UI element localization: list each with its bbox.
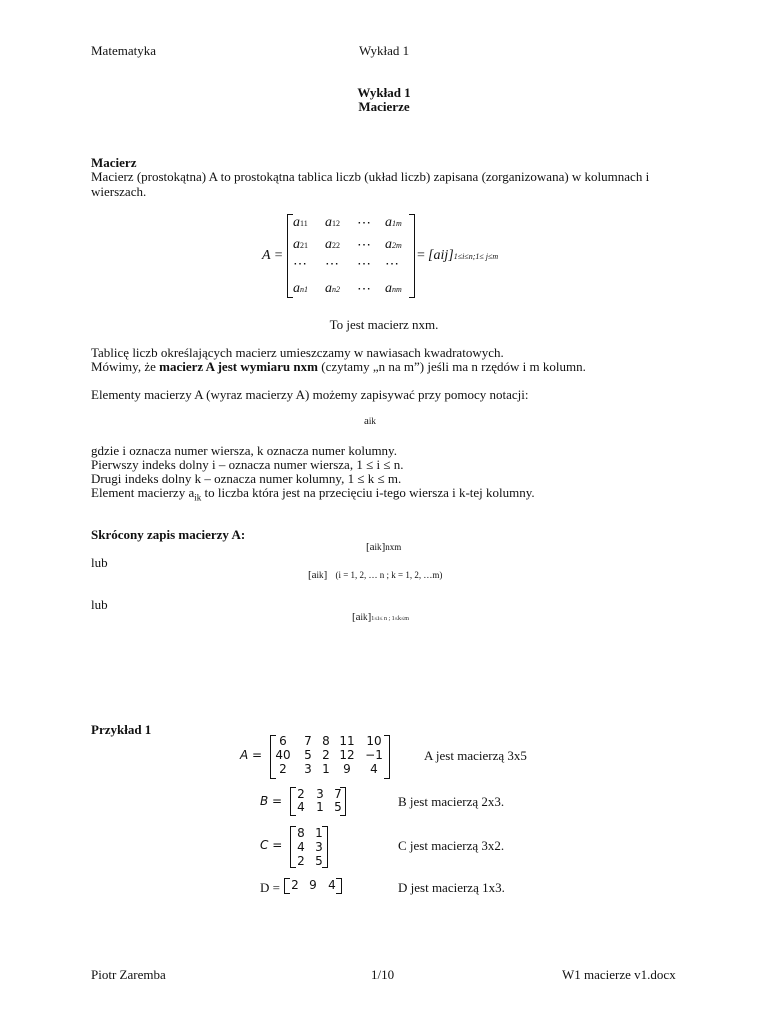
matrix-equals: = [417, 248, 425, 263]
matrix-element: 3 [304, 762, 312, 776]
short-formula-3: [aik]1≤i≤ n ; 1≤k≤m [352, 611, 409, 623]
para4-line2: Pierwszy indeks dolny i – oznacza numer wiersza, 1 ≤ i ≤ n. [91, 457, 404, 472]
para4-line4 [91, 485, 535, 503]
short-notation-heading: Skrócony zapis macierzy A: [91, 527, 246, 542]
matrix-element: 10 [366, 734, 382, 748]
example-a-lhs: A = [240, 748, 263, 762]
general-matrix [287, 214, 415, 298]
section-heading-macierz: Macierz [91, 155, 137, 170]
matrix-element: 11 [339, 734, 355, 748]
short-formula-3-sub: 1≤i≤ n ; 1≤k≤m [371, 616, 409, 622]
matrix-element: 12 [339, 748, 355, 762]
matrix-element: 2 [297, 787, 305, 801]
matrix-element: 7 [304, 734, 312, 748]
caption-nxm: To jest macierz nxm. [329, 317, 439, 332]
example-d-desc: D jest macierzą 1x3. [398, 880, 505, 895]
matrix-element: 9 [309, 878, 317, 892]
matrix-element: 4 [297, 840, 305, 854]
short-formula-1: [aik]nxm [366, 541, 402, 553]
matrix-element: ⋯ [357, 216, 371, 231]
matrix-element: an1 [293, 281, 308, 296]
header-center: Wykład 1 [359, 43, 410, 58]
example-matrix-c [290, 826, 328, 868]
matrix-element: anm [385, 281, 402, 296]
notation-aik: aik [364, 415, 376, 427]
para2-line2-bold: macierz A jest wymiaru nxm [159, 359, 318, 374]
para2-line2-c: (czytamy „n na m”) jeśli ma n rzędów i m kolumn. [317, 359, 586, 374]
short-formula-2: [aik] (i = 1, 2, … n ; k = 1, 2, …m) [308, 569, 443, 581]
matrix-element: a21 [293, 237, 308, 252]
para2-line2-a: Mówimy, że [91, 359, 160, 374]
right-bracket [409, 214, 415, 298]
matrix-element: 7 [334, 787, 342, 801]
matrix-rhs [428, 248, 498, 264]
example-c-desc: C jest macierzą 3x2. [398, 838, 505, 853]
matrix-element: 1 [322, 762, 330, 776]
matrix-element: 2 [279, 762, 287, 776]
matrix-element: 3 [316, 787, 324, 801]
definition-line2: wierszach. [91, 184, 147, 199]
matrix-element: 4 [297, 800, 305, 814]
example-heading: Przykład 1 [91, 722, 152, 737]
rhs-subscript: 1≤i≤n;1≤ j≤m [453, 252, 499, 261]
rhs-aij: [aij] [428, 248, 454, 263]
para2-line2 [91, 359, 586, 375]
matrix-element: 4 [328, 878, 336, 892]
matrix-element: a22 [325, 237, 340, 252]
matrix-lhs: A = [262, 248, 284, 263]
example-matrix-d [284, 878, 342, 894]
example-b-lhs: B = [260, 794, 283, 808]
example-d-lhs: D = [260, 880, 280, 895]
matrix-element: 8 [297, 826, 305, 840]
para3: Elementy macierzy A (wyraz macierzy A) możemy zapisywać przy pomocy notacji: [91, 387, 529, 402]
matrix-element: ⋯ [293, 257, 307, 272]
example-a-desc: A jest macierzą 3x5 [424, 748, 527, 763]
matrix-element: 9 [343, 762, 351, 776]
para4-line4-b: to liczba która jest na przecięciu i-tego wiersza i k-tej kolumny. [201, 485, 535, 500]
matrix-element: a11 [293, 215, 308, 230]
matrix-element: 3 [315, 840, 323, 854]
matrix-element: 2 [297, 854, 305, 868]
footer-page: 1/10 [371, 967, 395, 982]
short-formula-2-range: (i = 1, 2, … n ; k = 1, 2, …m) [335, 570, 443, 580]
matrix-element: an2 [325, 281, 340, 296]
doc-subtitle: Macierze [358, 99, 410, 114]
example-c-lhs: C = [260, 838, 283, 852]
matrix-element: 2 [322, 748, 330, 762]
matrix-element: ⋯ [357, 282, 371, 297]
lub-1: lub [91, 555, 108, 570]
matrix-element: a1m [385, 215, 402, 230]
example-matrix-a [270, 735, 390, 779]
example-b-desc: B jest macierzą 2x3. [398, 794, 505, 809]
matrix-element: ⋯ [357, 238, 371, 253]
matrix-element: 40 [275, 748, 291, 762]
matrix-element: 5 [334, 800, 342, 814]
notation-aik-sub: ik [368, 416, 376, 426]
matrix-element: 5 [315, 854, 323, 868]
para4-line1: gdzie i oznacza numer wiersza, k oznacza numer kolumny. [91, 443, 397, 458]
footer-filename: W1 macierze v1.docx [562, 967, 676, 982]
matrix-element: a2m [385, 237, 402, 252]
para4-line4-a: Element macierzy a [91, 485, 195, 500]
para2-line1: Tablicę liczb określających macierz umieszczamy w nawiasach kwadratowych. [91, 345, 504, 360]
doc-title: Wykład 1 [357, 85, 411, 100]
para4-line3: Drugi indeks dolny k – oznacza numer kolumny, 1 ≤ k ≤ m. [91, 471, 402, 486]
matrix-element: ⋯ [325, 257, 339, 272]
header-left: Matematyka [91, 43, 156, 58]
definition-line1: Macierz (prostokątna) A to prostokątna tablica liczb (układ liczb) zapisana (zorganizowana) w kolumnach i [91, 169, 650, 184]
para4-line4-sub: ik [194, 492, 202, 503]
matrix-element: a12 [325, 215, 340, 230]
matrix-element: 1 [315, 826, 323, 840]
matrix-element: 5 [304, 748, 312, 762]
matrix-element: 2 [291, 878, 299, 892]
matrix-element: ⋯ [385, 257, 399, 272]
matrix-element: ⋯ [357, 257, 371, 272]
example-matrix-b [290, 787, 346, 816]
matrix-element: 4 [370, 762, 378, 776]
matrix-element: 8 [322, 734, 330, 748]
matrix-element: 6 [279, 734, 287, 748]
footer-author: Piotr Zaremba [91, 967, 166, 982]
matrix-element: −1 [365, 748, 383, 762]
lub-2: lub [91, 597, 108, 612]
matrix-element: 1 [316, 800, 324, 814]
